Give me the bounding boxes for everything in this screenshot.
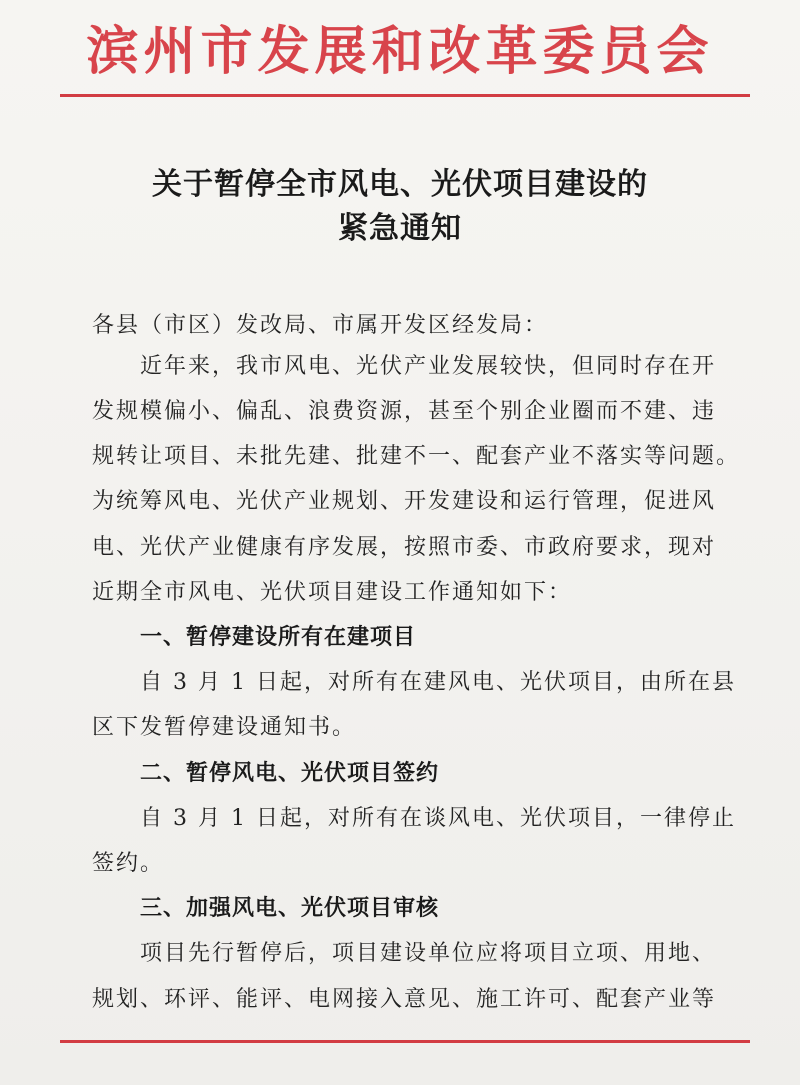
document-title-line-2: 紧急通知: [338, 211, 462, 246]
section-body-line: 签约。: [92, 851, 165, 876]
section-body-line: 区下发暂停建设通知书。: [92, 715, 357, 740]
intro-line: 近期全市风电、光伏项目建设工作通知如下：: [92, 580, 573, 605]
intro-line: 近年来，我市风电、光伏产业发展较快，但同时存在开: [140, 354, 717, 379]
intro-line: 规转让项目、未批先建、批建不一、配套产业不落实等问题。: [92, 444, 741, 469]
letterhead-org-name: 滨州市发展和改革委员会: [86, 21, 714, 82]
intro-line: 发规模偏小、偏乱、浪费资源，甚至个别企业圈而不建、违: [92, 399, 717, 424]
section-body-line: 项目先行暂停后，项目建设单位应将项目立项、用地、: [140, 941, 717, 966]
letterhead-red-rule: [60, 94, 750, 97]
intro-line: 电、光伏产业健康有序发展，按照市委、市政府要求，现对: [92, 535, 717, 560]
section-body-line: 自 3 月 1 日起，对所有在谈风电、光伏项目，一律停止: [140, 806, 736, 831]
section-heading: 三、加强风电、光伏项目审核: [140, 896, 440, 921]
document-title-line-1: 关于暂停全市风电、光伏项目建设的: [152, 167, 648, 202]
section-body-line: 规划、环评、能评、电网接入意见、施工许可、配套产业等: [92, 987, 717, 1012]
intro-line: 为统筹风电、光伏产业规划、开发建设和运行管理，促进风: [92, 489, 717, 514]
section-heading: 二、暂停风电、光伏项目签约: [140, 761, 440, 786]
section-body-line: 自 3 月 1 日起，对所有在建风电、光伏项目，由所在县: [140, 670, 736, 695]
footer-red-rule: [60, 1040, 750, 1043]
section-heading: 一、暂停建设所有在建项目: [140, 625, 417, 650]
addressee: 各县（市区）发改局、市属开发区经发局：: [92, 313, 549, 338]
